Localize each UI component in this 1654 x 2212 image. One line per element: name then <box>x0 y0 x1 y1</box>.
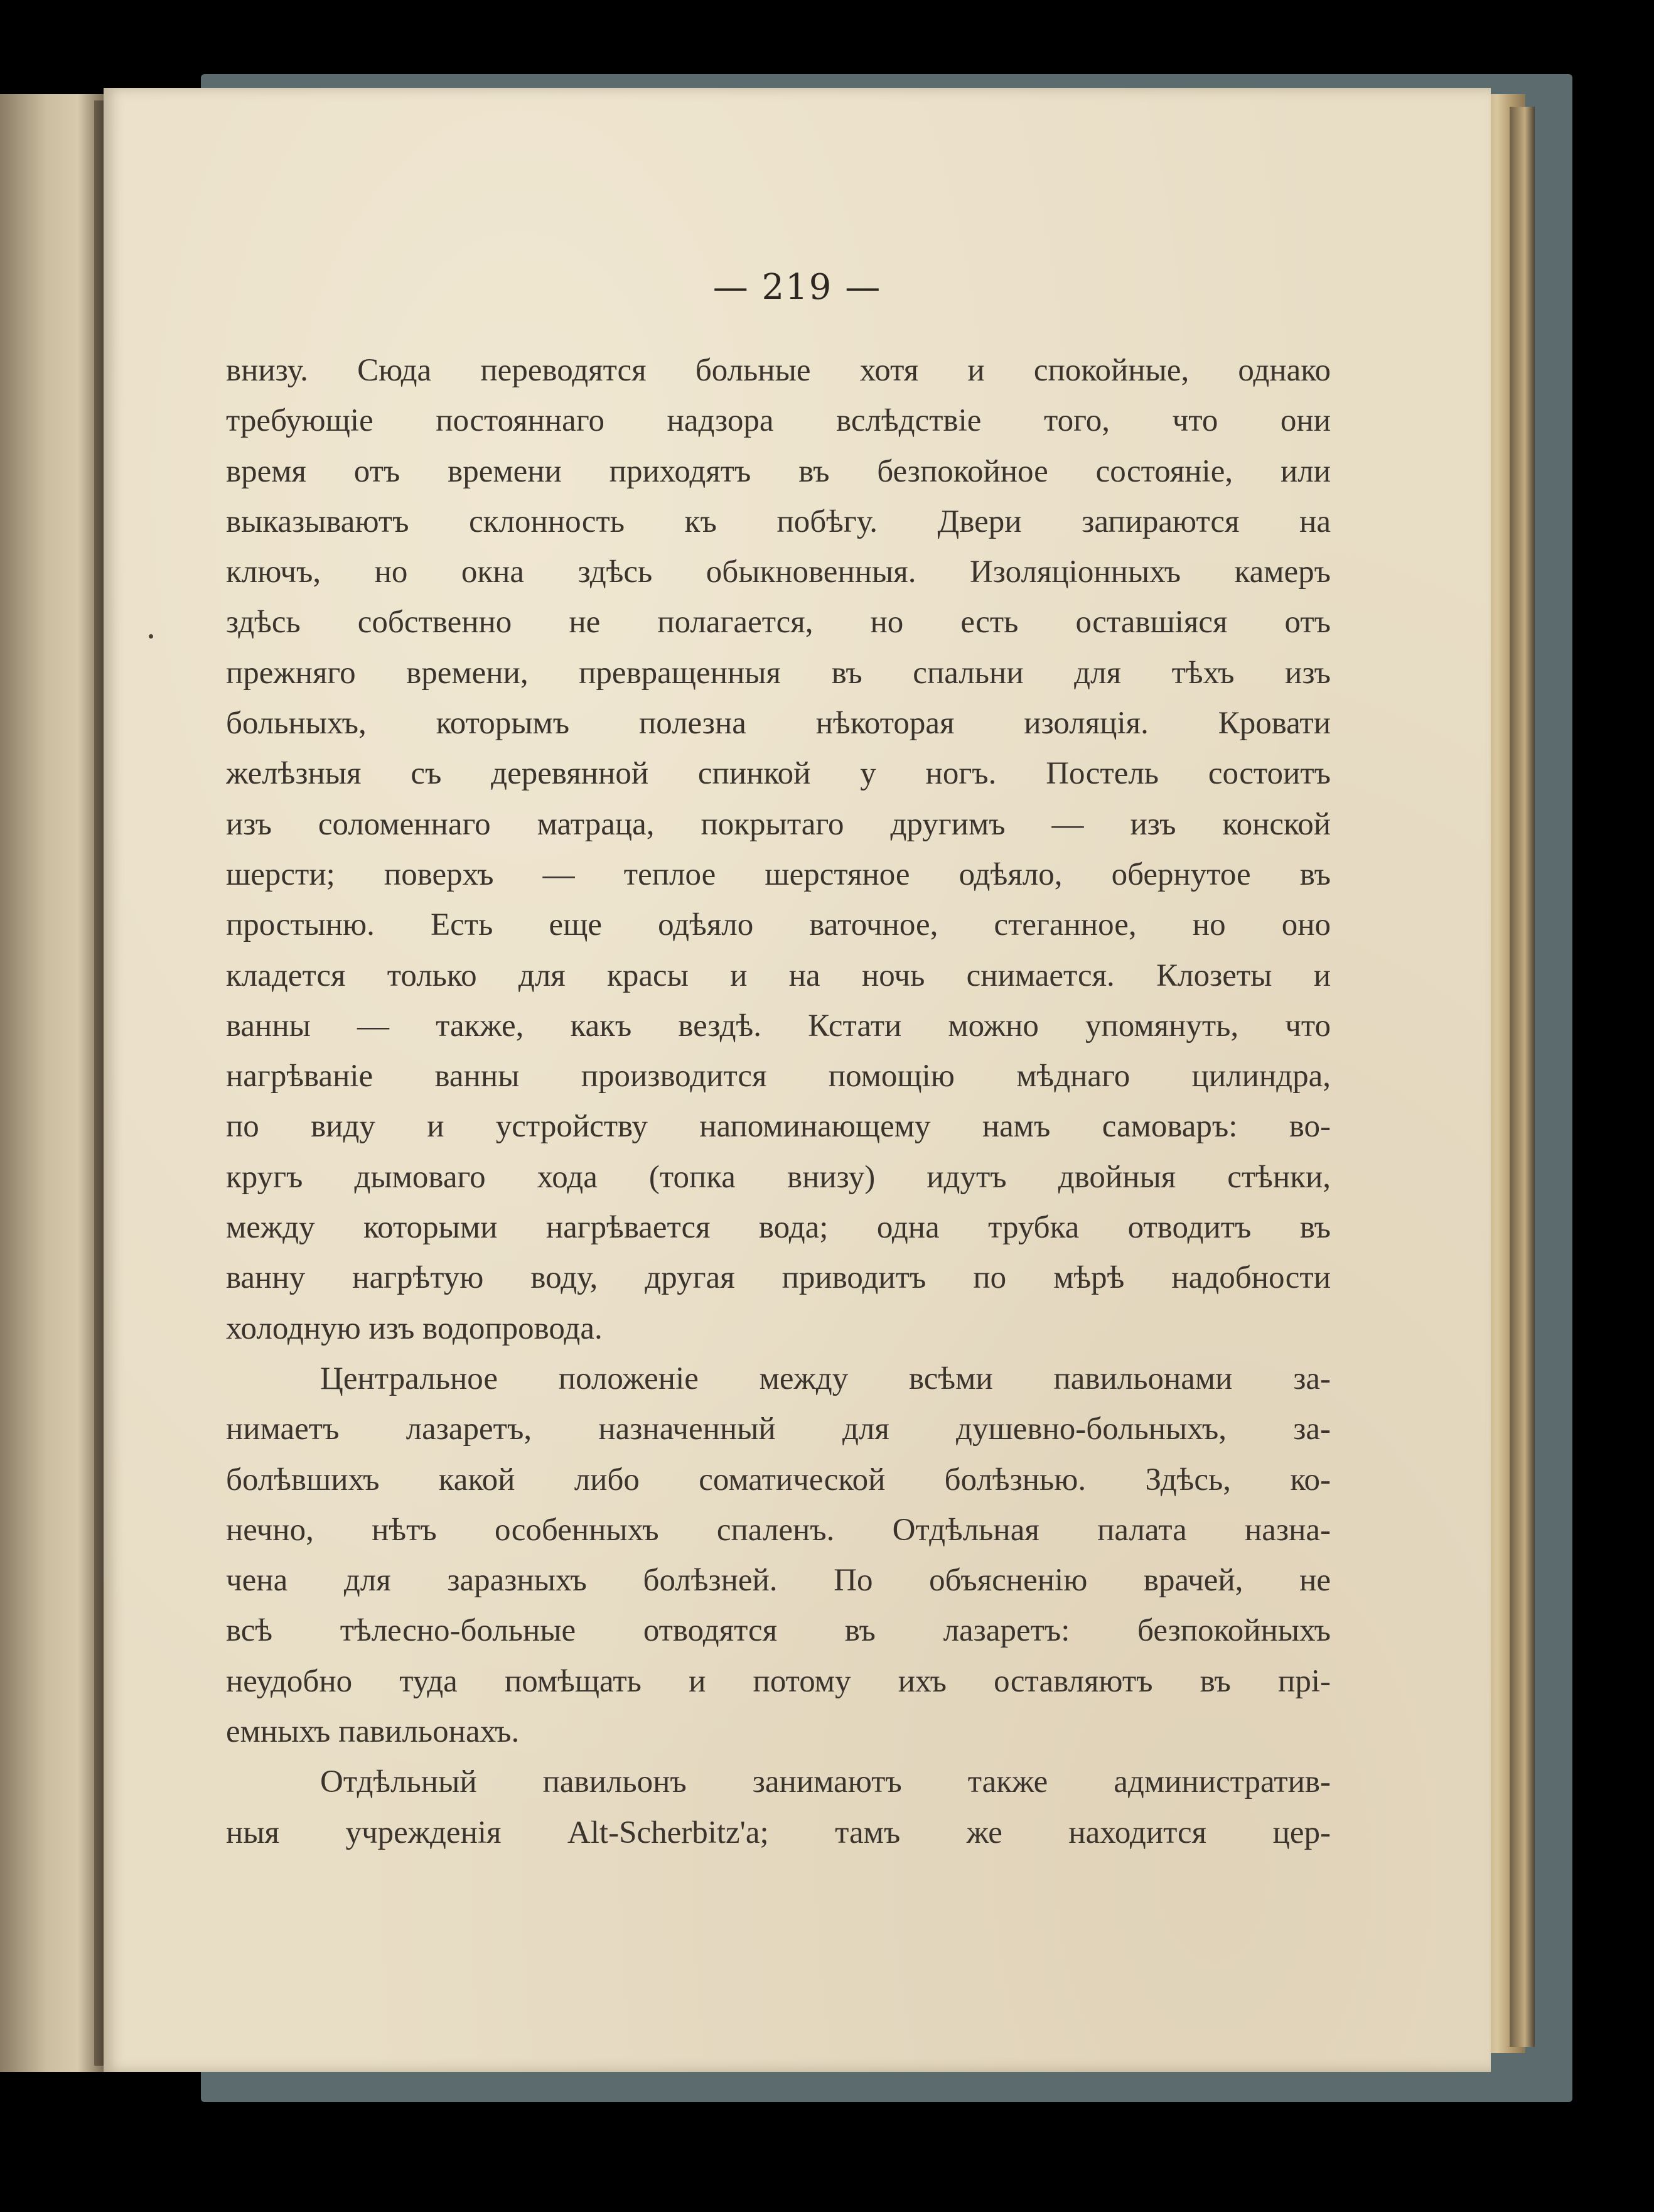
text-line: кладется только для красы и на ночь снимается. Клозеты и <box>226 958 1331 993</box>
text-line: емныхъ павильонахъ. <box>226 1714 520 1750</box>
text-line: требующіе постояннаго надзора вслѣдствіе того, что они <box>226 403 1331 439</box>
text-line: здѣсь собственно не полагается, но есть оставшіяся отъ <box>226 605 1331 640</box>
text-line: между которыми нагрѣвается вода; одна трубка отводитъ въ <box>226 1210 1331 1246</box>
text-line: холодную изъ водопровода. <box>226 1310 603 1346</box>
text-line: желѣзныя съ деревянной спинкой у ногъ. Постель состоитъ <box>226 756 1331 792</box>
book-page <box>104 88 1491 2072</box>
text-line: нагрѣваніе ванны производится помощію мѣднаго цилиндра, <box>226 1059 1331 1094</box>
text-line: чена для заразныхъ болѣзней. По объясненію врачей, не <box>226 1563 1331 1599</box>
text-line: болѣвшихъ какой либо соматической болѣзнью. Здѣсь, ко- <box>226 1462 1331 1497</box>
text-line: изъ соломеннаго матраца, покрытаго другимъ — изъ конской <box>226 806 1331 842</box>
text-line: ванны — также, какъ вездѣ. Кстати можно упомянуть, что <box>226 1008 1331 1044</box>
text-line: простыню. Есть еще одѣяло ваточное, стеганное, но оно <box>226 907 1331 943</box>
text-line: выказываютъ склонность къ побѣгу. Двери запираются на <box>226 504 1331 539</box>
text-line: прежняго времени, превращенныя въ спальни для тѣхъ изъ <box>226 655 1331 691</box>
text-line: Центральное положеніе между всѣми павильонами за- <box>320 1361 1331 1396</box>
text-line: неудобно туда помѣщать и потому ихъ оставляютъ въ прі- <box>226 1663 1331 1699</box>
text-line: ванну нагрѣтую воду, другая приводитъ по мѣрѣ надобности <box>226 1260 1331 1296</box>
text-line: Отдѣльный павильонъ занимаютъ также административ- <box>320 1764 1331 1800</box>
text-line: ныя учрежденія Alt-Scherbitz'a; тамъ же находится цер- <box>226 1815 1331 1850</box>
text-line: внизу. Сюда переводятся больные хотя и спокойные, однако <box>226 353 1331 388</box>
page-number: — 219 — <box>712 267 882 308</box>
text-line: ключъ, но окна здѣсь обыкновенныя. Изоляціонныхъ камеръ <box>226 554 1331 590</box>
text-line: нечно, нѣтъ особенныхъ спаленъ. Отдѣльная палата назна- <box>226 1512 1331 1548</box>
page-edges-shadow <box>1510 107 1535 2047</box>
text-line: кругъ дымоваго хода (топка внизу) идутъ двойныя стѣнки, <box>226 1159 1331 1195</box>
body-text <box>226 345 1331 1858</box>
ink-speck <box>149 634 153 639</box>
text-line: шерсти; поверхъ — теплое шерстяное одѣяло, обернутое въ <box>226 856 1331 892</box>
text-line: по виду и устройству напоминающему намъ самоваръ: во- <box>226 1109 1331 1145</box>
text-line: время отъ времени приходятъ въ безпокойное состояніе, или <box>226 453 1331 489</box>
left-facing-page <box>0 94 104 2072</box>
text-line: всѣ тѣлесно-больные отводятся въ лазаретъ: безпокойныхъ <box>226 1613 1331 1649</box>
text-line: нимаетъ лазаретъ, назначенный для душевно-больныхъ, за- <box>226 1411 1331 1447</box>
text-line: больныхъ, которымъ полезна нѣкоторая изоляція. Кровати <box>226 706 1331 742</box>
